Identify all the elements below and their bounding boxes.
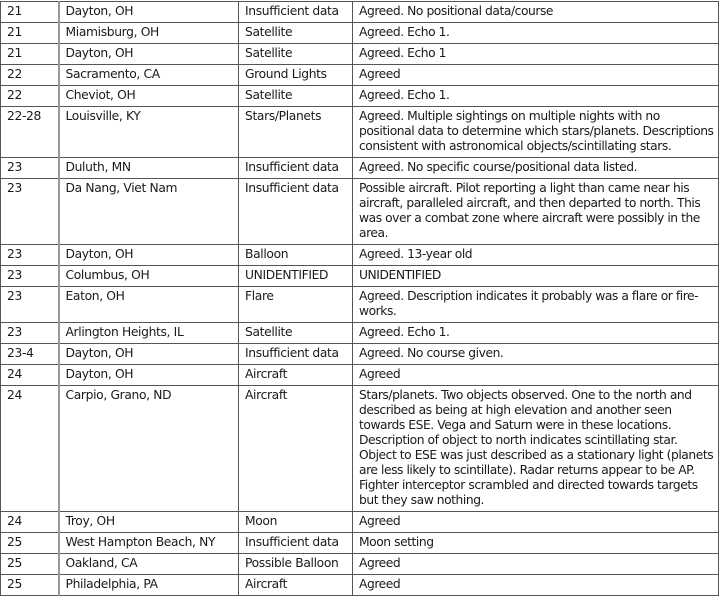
- location-cell: Cheviot, OH: [59, 86, 239, 107]
- evaluation-cell: Insufficient data: [239, 344, 353, 365]
- location-cell: Dayton, OH: [59, 44, 239, 65]
- sightings-table: [0, 1, 719, 596]
- date-cell: 21: [1, 44, 59, 65]
- date-cell: 23: [1, 158, 59, 179]
- comment-cell: Agreed. Echo 1.: [353, 23, 719, 44]
- location-cell: Arlington Heights, IL: [59, 323, 239, 344]
- comment-cell: Agreed. Description indicates it probably was a flare or fire-works.: [353, 287, 719, 323]
- location-cell: Troy, OH: [59, 512, 239, 533]
- date-cell: 22: [1, 86, 59, 107]
- location-cell: West Hampton Beach, NY: [59, 533, 239, 554]
- comment-cell: UNIDENTIFIED: [353, 266, 719, 287]
- date-cell: 23: [1, 245, 59, 266]
- table-row: [1, 287, 719, 323]
- date-cell: 23: [1, 287, 59, 323]
- location-cell: Dayton, OH: [59, 365, 239, 386]
- location-cell: Da Nang, Viet Nam: [59, 179, 239, 245]
- comment-cell: Agreed. No specific course/positional data listed.: [353, 158, 719, 179]
- comment-cell: Moon setting: [353, 533, 719, 554]
- table-row: [1, 179, 719, 245]
- date-cell: 24: [1, 386, 59, 512]
- comment-cell: Agreed: [353, 512, 719, 533]
- table-row: [1, 2, 719, 23]
- evaluation-cell: Satellite: [239, 44, 353, 65]
- table-row: [1, 44, 719, 65]
- evaluation-cell: Ground Lights: [239, 65, 353, 86]
- date-cell: 24: [1, 365, 59, 386]
- location-cell: Dayton, OH: [59, 245, 239, 266]
- date-cell: 23: [1, 179, 59, 245]
- table-row: [1, 365, 719, 386]
- comment-cell: Possible aircraft. Pilot reporting a light than came near his aircraft, paralleled aircraft, and then departed to north. This was over a combat zone where aircraft were possibly in the area.: [353, 179, 719, 245]
- comment-cell: Agreed. No course given.: [353, 344, 719, 365]
- location-cell: Miamisburg, OH: [59, 23, 239, 44]
- location-cell: Dayton, OH: [59, 344, 239, 365]
- evaluation-cell: Satellite: [239, 86, 353, 107]
- date-cell: 22: [1, 65, 59, 86]
- location-cell: Oakland, CA: [59, 554, 239, 575]
- table-row: [1, 23, 719, 44]
- comment-cell: Agreed. 13-year old: [353, 245, 719, 266]
- location-cell: Columbus, OH: [59, 266, 239, 287]
- comment-cell: Agreed. No positional data/course: [353, 2, 719, 23]
- table-row: [1, 158, 719, 179]
- sightings-table-body: [1, 2, 719, 596]
- comment-cell: Agreed: [353, 575, 719, 596]
- table-row: [1, 266, 719, 287]
- table-row: [1, 86, 719, 107]
- comment-cell: Agreed. Echo 1: [353, 44, 719, 65]
- date-cell: 25: [1, 533, 59, 554]
- evaluation-cell: Aircraft: [239, 365, 353, 386]
- date-cell: 23-4: [1, 344, 59, 365]
- evaluation-cell: Possible Balloon: [239, 554, 353, 575]
- location-cell: Louisville, KY: [59, 107, 239, 158]
- table-row: [1, 323, 719, 344]
- evaluation-cell: Aircraft: [239, 386, 353, 512]
- location-cell: Sacramento, CA: [59, 65, 239, 86]
- evaluation-cell: Insufficient data: [239, 158, 353, 179]
- location-cell: Eaton, OH: [59, 287, 239, 323]
- comment-cell: Agreed: [353, 365, 719, 386]
- comment-cell: Agreed: [353, 65, 719, 86]
- table-row: [1, 245, 719, 266]
- comment-cell: Agreed. Echo 1.: [353, 323, 719, 344]
- location-cell: Dayton, OH: [59, 2, 239, 23]
- date-cell: 21: [1, 23, 59, 44]
- evaluation-cell: Flare: [239, 287, 353, 323]
- date-cell: 22-28: [1, 107, 59, 158]
- evaluation-cell: Balloon: [239, 245, 353, 266]
- table-row: [1, 107, 719, 158]
- evaluation-cell: Insufficient data: [239, 179, 353, 245]
- date-cell: 21: [1, 2, 59, 23]
- date-cell: 25: [1, 554, 59, 575]
- date-cell: 23: [1, 323, 59, 344]
- table-row: [1, 554, 719, 575]
- table-row: [1, 344, 719, 365]
- date-cell: 25: [1, 575, 59, 596]
- date-cell: 24: [1, 512, 59, 533]
- evaluation-cell: Aircraft: [239, 575, 353, 596]
- evaluation-cell: Satellite: [239, 23, 353, 44]
- location-cell: Philadelphia, PA: [59, 575, 239, 596]
- evaluation-cell: UNIDENTIFIED: [239, 266, 353, 287]
- evaluation-cell: Moon: [239, 512, 353, 533]
- table-row: [1, 386, 719, 512]
- evaluation-cell: Insufficient data: [239, 2, 353, 23]
- evaluation-cell: Insufficient data: [239, 533, 353, 554]
- comment-cell: Agreed. Multiple sightings on multiple nights with no positional data to determine which stars/planets. Descriptions consistent with astronomical objects/scintillating stars.: [353, 107, 719, 158]
- comment-cell: Agreed: [353, 554, 719, 575]
- date-cell: 23: [1, 266, 59, 287]
- comment-cell: Agreed. Echo 1.: [353, 86, 719, 107]
- location-cell: Carpio, Grano, ND: [59, 386, 239, 512]
- comment-cell: Stars/planets. Two objects observed. One to the north and described as being at high elevation and another seen towards ESE. Vega and Saturn were in these locations. Description of object to north indicates scintillating star. Object to ESE was just described as a stationary light (planets are less likely to scintillate). Radar returns appear to be AP. Fighter interceptor scrambled and directed towards targets but they saw nothing.: [353, 386, 719, 512]
- table-row: [1, 65, 719, 86]
- evaluation-cell: Satellite: [239, 323, 353, 344]
- location-cell: Duluth, MN: [59, 158, 239, 179]
- table-row: [1, 533, 719, 554]
- evaluation-cell: Stars/Planets: [239, 107, 353, 158]
- table-row: [1, 575, 719, 596]
- table-row: [1, 512, 719, 533]
